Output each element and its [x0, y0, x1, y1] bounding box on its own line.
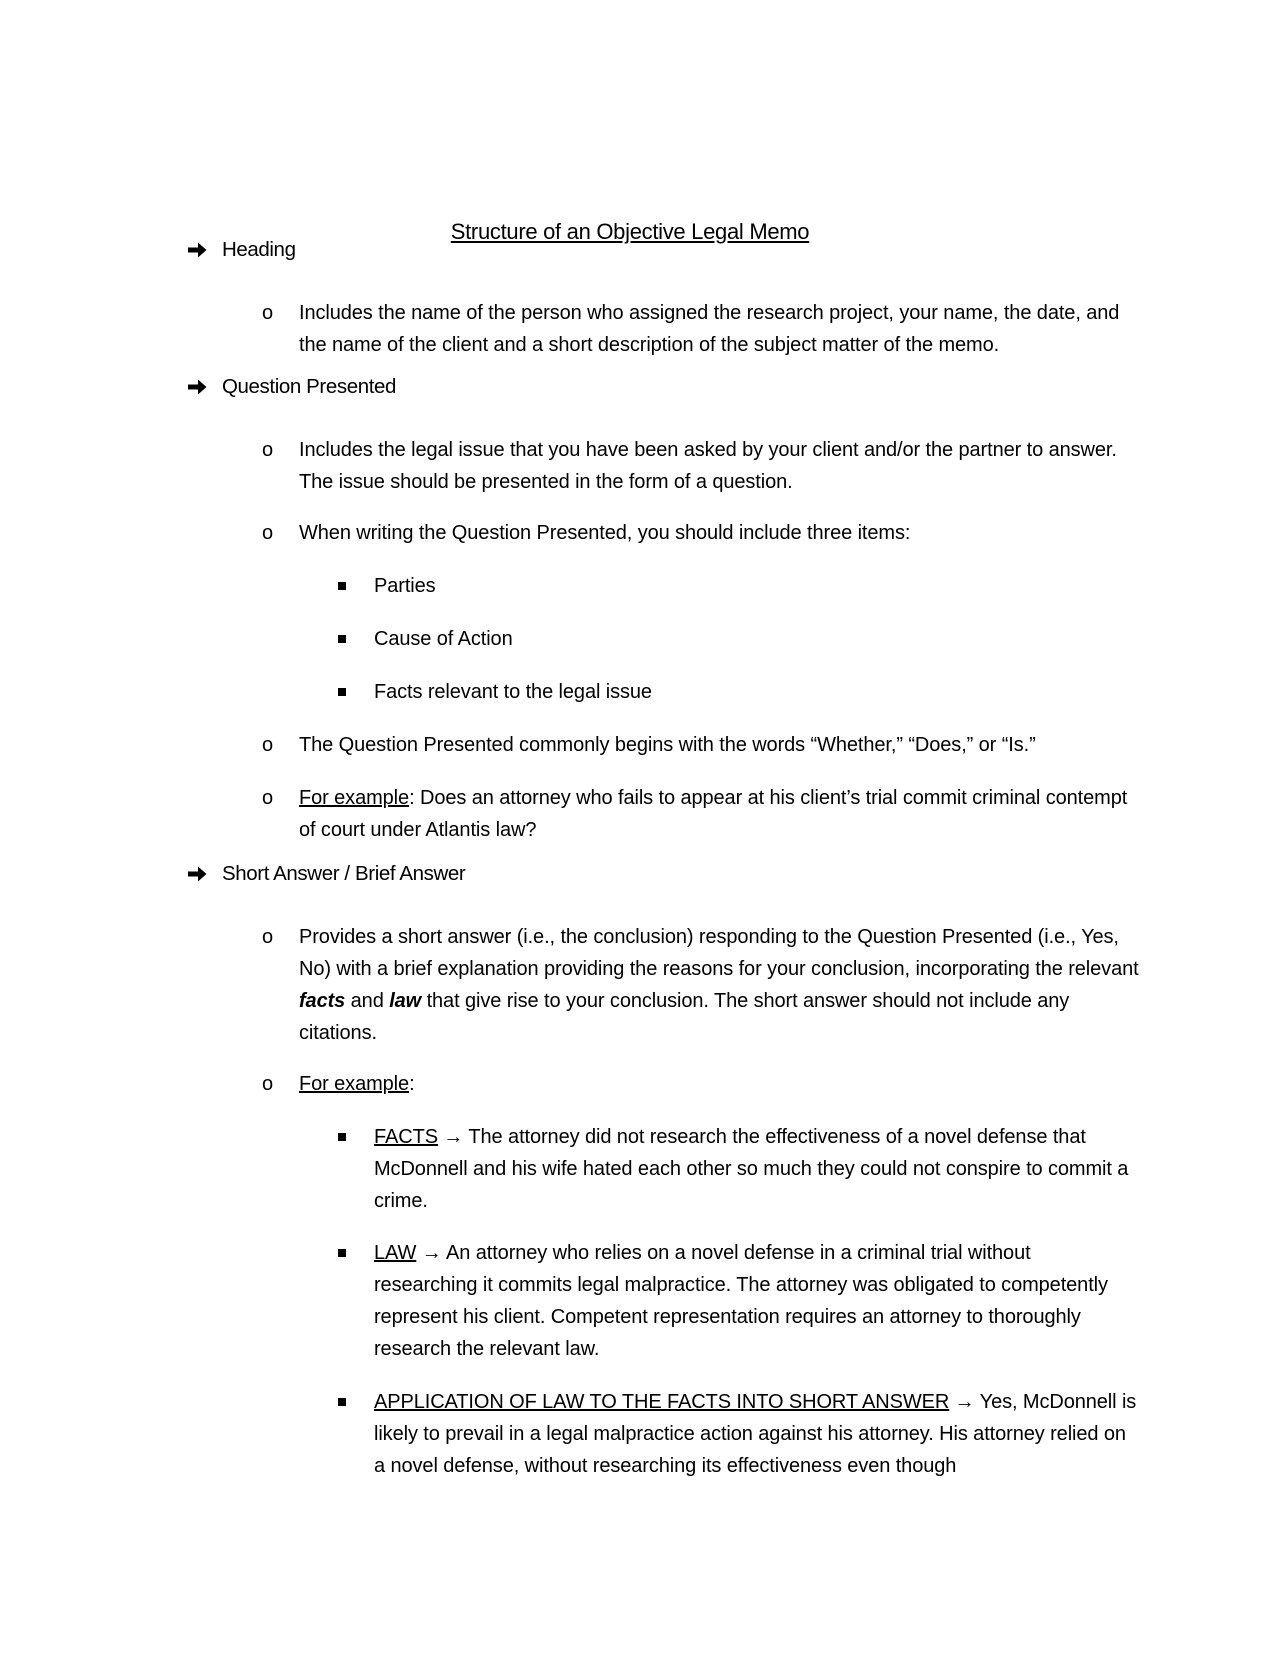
circle-bullet-icon: o — [262, 787, 274, 809]
sub-list-item — [338, 1386, 1138, 1482]
law-text: → An attorney who relies on a novel defense in a criminal trial without researching it commits legal malpractice. The attorney was obligated to competently represent his client. Competent representation requires an attorney to thoroughly research the relevant law. — [374, 1242, 1108, 1360]
example-label: For example — [299, 1073, 410, 1095]
square-bullet-icon — [338, 582, 346, 590]
section-heading — [186, 234, 296, 266]
list-item-text — [299, 1068, 1142, 1100]
circle-bullet-icon: o — [262, 926, 274, 948]
short-answer-text-part: Provides a short answer (i.e., the conclusion) responding to the Question Presented (i.e., Yes, No) with a brief explanation providing the reasons for your conclusion, incorporating the relevant — [299, 926, 1139, 980]
short-answer-text-part: that give rise to your conclusion. The short answer should not include any citations. — [299, 990, 1070, 1044]
sub-list-item — [338, 1237, 1138, 1365]
list-item — [262, 729, 1142, 761]
short-answer-text-part: and — [345, 990, 390, 1012]
circle-bullet-icon: o — [262, 522, 274, 544]
list-item-text: When writing the Question Presented, you should include three items: — [299, 522, 911, 544]
square-bullet-icon — [338, 1249, 346, 1257]
list-item-text: The Question Presented commonly begins with the words “Whether,” “Does,” or “Is.” — [299, 734, 1036, 756]
list-item-text — [299, 921, 1142, 1049]
square-bullet-icon — [338, 1398, 346, 1406]
circle-bullet-icon: o — [262, 439, 274, 461]
document-title: Structure of an Objective Legal Memo — [450, 219, 810, 244]
list-item-text: Includes the legal issue that you have been asked by your client and/or the partner to answer. The issue should be presented in the form of a question. — [299, 439, 1117, 493]
list-item — [262, 782, 1142, 846]
section-short-answer — [186, 858, 465, 890]
example-label: For example — [299, 787, 410, 809]
square-bullet-icon — [338, 688, 346, 696]
right-arrow-icon — [186, 864, 222, 884]
law-emphasis: law — [389, 990, 422, 1012]
sub-list-item-text — [374, 1386, 1138, 1482]
sub-list-item-text: Facts relevant to the legal issue — [374, 681, 652, 703]
facts-emphasis: facts — [299, 990, 346, 1012]
list-item — [262, 297, 1142, 361]
application-text: → Yes, McDonnell is likely to prevail in a legal malpractice action against his attorney. His attorney relied on a novel defense, without researching its effectiveness even though — [374, 1391, 1137, 1477]
section-short-answer-label: Short Answer / Brief Answer — [222, 862, 466, 885]
section-question-presented — [186, 371, 396, 403]
circle-bullet-icon: o — [262, 1073, 274, 1095]
list-item — [262, 1068, 1142, 1100]
right-arrow-icon — [186, 377, 222, 397]
sub-list-item — [338, 1121, 1138, 1217]
list-item — [262, 921, 1142, 1049]
section-heading-label: Heading — [222, 238, 296, 261]
sub-list-item — [338, 570, 1138, 602]
section-question-presented-label: Question Presented — [222, 375, 396, 398]
example-colon: : — [409, 1073, 415, 1095]
application-label: APPLICATION OF LAW TO THE FACTS INTO SHORT ANSWER — [374, 1391, 950, 1413]
facts-text: → The attorney did not research the effectiveness of a novel defense that McDonnell and his wife hated each other so much they could not conspire to commit a crime. — [374, 1126, 1129, 1212]
circle-bullet-icon: o — [262, 734, 274, 756]
sub-list-item-text: Parties — [374, 575, 436, 597]
facts-label: FACTS — [374, 1126, 438, 1148]
sub-list-item-text: Cause of Action — [374, 628, 513, 650]
sub-list-item — [338, 676, 1138, 708]
sub-list-item-text — [374, 1237, 1138, 1365]
example-text: : Does an attorney who fails to appear at his client’s trial commit criminal contempt of court under Atlantis law? — [299, 787, 1128, 841]
square-bullet-icon — [338, 635, 346, 643]
sub-list-item-text — [374, 1121, 1138, 1217]
circle-bullet-icon: o — [262, 302, 274, 324]
list-item-text — [299, 782, 1142, 846]
sub-list-item — [338, 623, 1138, 655]
right-arrow-icon — [186, 240, 222, 260]
square-bullet-icon — [338, 1133, 346, 1141]
list-item-text: Includes the name of the person who assigned the research project, your name, the date, and the name of the client and a short description of the subject matter of the memo. — [299, 302, 1120, 356]
list-item — [262, 517, 1142, 549]
law-label: LAW — [374, 1242, 417, 1264]
list-item — [262, 434, 1142, 498]
